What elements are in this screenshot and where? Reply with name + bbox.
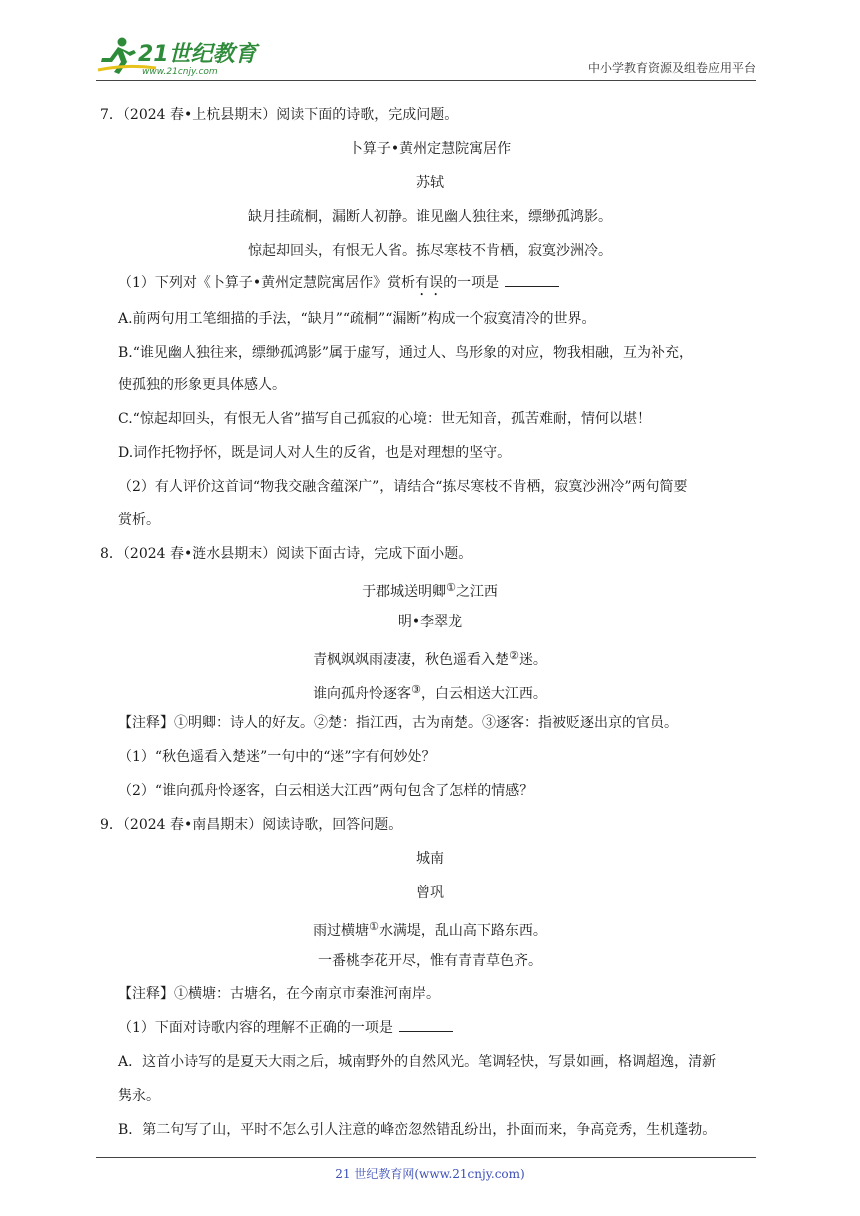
footnote-marker: ① bbox=[446, 581, 456, 594]
page-header bbox=[96, 34, 756, 82]
q9-option-a-line-1: A．这首小诗写的是夏天大雨之后，城南野外的自然风光。笔调轻快，写景如画，格调超逸，清新 bbox=[118, 1054, 717, 1070]
answer-blank[interactable] bbox=[399, 1017, 453, 1032]
q9-option-a-line-2: 隽永。 bbox=[118, 1088, 160, 1104]
q7-sub-question-1: （1）下列对《卜算子•黄州定慧院寓居作》赏析有误的一项是 bbox=[118, 272, 559, 299]
q8-poem-author: 明•李翠龙 bbox=[397, 614, 463, 630]
q9-sub-question-1: （1）下面对诗歌内容的理解不正确的一项是 bbox=[118, 1017, 453, 1039]
footer-divider bbox=[96, 1157, 756, 1158]
q9-annotation: 【注释】①横塘：古塘名，在今南京市秦淮河南岸。 bbox=[118, 986, 440, 1002]
q7-option-b-line-2: 使孤独的形象更具体感人。 bbox=[118, 377, 286, 393]
q7-option-c: C.“惊起却回头，有恨无人省”描写自己孤寂的心境：世无知音，孤苦难耐，情何以堪！ bbox=[118, 411, 651, 427]
q8-sub-question-2: （2）“谁向孤舟怜逐客，白云相送大江西”两句包含了怎样的情感？ bbox=[118, 783, 534, 799]
q8-sub-question-1: （1）“秋色遥看入楚迷”一句中的“迷”字有何妙处？ bbox=[118, 749, 436, 765]
q8-annotation: 【注释】①明卿：诗人的好友。②楚：指江西，古为南楚。③逐客：指被贬逐出京的官员。 bbox=[118, 715, 678, 731]
q8-poem-title: 于郡城送明卿①之江西 bbox=[362, 581, 498, 600]
logo-21cnjy bbox=[96, 36, 266, 78]
q7-poem-line-2: 惊起却回头，有恨无人省。拣尽寒枝不肯栖，寂寞沙洲冷。 bbox=[248, 243, 612, 259]
q9-poem-line-2: 一番桃李花开尽，惟有青青草色齐。 bbox=[318, 953, 542, 969]
footnote-marker: ② bbox=[509, 649, 519, 662]
q7-sub-question-2-line-1: （2）有人评价这首词“物我交融含蕴深广”，请结合“拣尽寒枝不肯栖，寂寞沙洲冷”两句简要 bbox=[118, 479, 688, 495]
header-divider bbox=[96, 80, 756, 81]
q8-stem: 8．（2024 春•涟水县期末）阅读下面古诗，完成下面小题。 bbox=[100, 546, 473, 562]
q9-option-b: B．第二句写了山，平时不怎么引人注意的峰峦忽然错乱纷出，扑面而来，争高竞秀，生机蓬勃。 bbox=[118, 1122, 717, 1138]
platform-name: 中小学教育资源及组卷应用平台 bbox=[587, 61, 756, 75]
footer-link[interactable]: 21 世纪教育网(www.21cnjy.com) bbox=[335, 1167, 525, 1181]
q8-poem-line-1: 青枫飒飒雨凄凄，秋色遥看入楚②迷。 bbox=[313, 649, 547, 668]
q8-poem-line-2: 谁向孤舟怜逐客③，白云相送大江西。 bbox=[313, 683, 547, 702]
q7-poem-line-1: 缺月挂疏桐，漏断人初静。谁见幽人独往来，缥缈孤鸿影。 bbox=[248, 209, 612, 225]
footnote-marker: ① bbox=[369, 920, 379, 933]
q7-option-b-line-1: B.“谁见幽人独往来，缥缈孤鸿影”属于虚写，通过人、鸟形象的对应，物我相融，互为补充， bbox=[118, 345, 694, 361]
q7-poem-title: 卜算子•黄州定慧院寓居作 bbox=[348, 141, 512, 157]
logo-text: 21世纪教育 bbox=[138, 42, 257, 67]
q7-poem-author: 苏轼 bbox=[416, 175, 444, 191]
q9-stem: 9．（2024 春•南昌期末）阅读诗歌，回答问题。 bbox=[100, 817, 403, 833]
q7-option-a: A.前两句用工笔细描的手法，“缺月”“疏桐”“漏断”构成一个寂寞清冷的世界。 bbox=[118, 311, 596, 327]
q7-option-d: D.词作托物抒怀，既是词人对人生的反省，也是对理想的坚守。 bbox=[118, 445, 512, 461]
q7-stem: 7．（2024 春•上杭县期末）阅读下面的诗歌，完成问题。 bbox=[100, 107, 459, 123]
answer-blank[interactable] bbox=[505, 272, 559, 287]
logo-url: www.21cnjy.com bbox=[142, 67, 218, 77]
q7-sub-question-2-line-2: 赏析。 bbox=[118, 512, 160, 528]
emphasis-text: 有误 bbox=[415, 275, 444, 291]
footnote-marker: ③ bbox=[411, 683, 421, 696]
q9-poem-author: 曾巩 bbox=[416, 885, 444, 901]
q9-poem-title: 城南 bbox=[416, 851, 444, 867]
q9-poem-line-1: 雨过横塘①水满堤，乱山高下路东西。 bbox=[313, 920, 547, 939]
